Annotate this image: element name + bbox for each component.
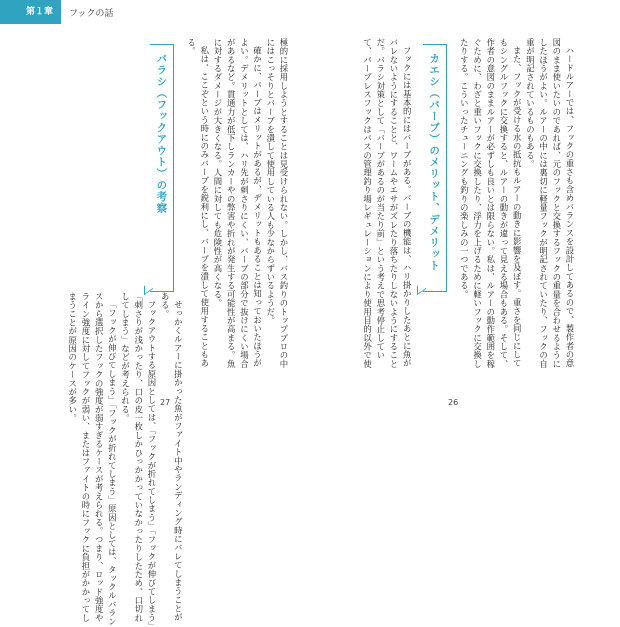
chapter-header [0,0,113,24]
paragraph: 「フックが伸びてしまう」「フックが折れてしまう」原因としては、タックルバランスから選択したフックの強度が弱すぎるケースが考えられる。つまり、ロッド強度やライン強度に対してフックが弱い、またはファイトの時にフックに負担がかかってしまうことが原因のケースが多い。 [67,292,118,627]
paragraph: ハードルアーでは、フックの重さも含めバランスを設計してあるので、製作者の意図のまま使いたいのであれば、元のフックと交換するフックの重量を合わせるようにしたほうがよい。ルアーの中には裏切に軽量フックが明記されていたり、フックの自重が明記されているものもある。 [525,38,575,369]
section-heading-hookout: バラシ（フックアウト）の考察 [150,44,174,292]
chapter-title: フックの話 [69,8,114,19]
page-number-left: 27 [160,398,171,407]
paragraph: 極的に採用しようとすることは見受けられない。しかし、バス釣りのトッププロの中にはこっそりとバーブを潰して使用している人も少なからずいるようだ。 [265,38,289,369]
paragraph: フックアウトする原因としては、「フックが折れてしまう」「フックが伸びてしまう」「刺さりが浅かったり、口の皮一枚しかひっかかっていなかったりしたため、口切れしてしまう」などが考えられる。 [120,292,157,627]
left-page-body [184,38,290,373]
right-page-body-continued [360,38,413,373]
chapter-badge: 第１章 [0,0,61,24]
paragraph: せっかくルアーに掛かった魚がファイト中やランディング時にバレてしまうことがある。 [160,292,184,622]
paragraph: 私は、ここぞという時にのみバーブを鋭利にし、バーブを潰して使用することもある。 [186,38,210,368]
paragraph: また、フックが受ける水の抵抗もルアーの動きに影響を及ぼす。重さを同じにしてもシングルフックに交換すると、ルアーの動きが違って見える場合もある。そして、作者の意図のままルアーが必ずしも良いとは限らない。私は、ルアーの動作範囲を稼ぐために、わざと重いフックに交換したり、浮力を上げるために軽いフックに交換したりする。こういったチューニングも釣りの楽しみの一つである。 [459,38,523,369]
left-page-body-continued [66,292,185,627]
paragraph: 確かに、バーブはメリットがあるが、デメリットもあることは知っておいたほうがよい。デメリットとしては、ハリ先が刺さりにくい、バーブの部分で抜けにくい場合があるなど。貫通力が低下しランカーやの弊害や折れが発生する可能性が高まる。魚に対するダメージが大きくなる。人間に対しても危険性が高くなる。 [212,38,263,369]
paragraph: フックには基本的にはバーブがある。バーブの機能は、ハリ掛かりしたあとに魚がバレないようにすることと、ワームやエサがズレたり落ちたりしないようにすることだ。バラシ対策として「バーブがあるのが当たり前」という考えで思考停止していて、バーブレスフックはバスの管理釣り場レギュレーションにより使用目的以外で使 [362,38,413,369]
page-number-right: 26 [448,398,459,407]
section-heading-barb: カエシ（バーブ）のメリット、デメリット [423,44,447,292]
right-page [326,38,576,373]
right-page-body [457,38,576,373]
